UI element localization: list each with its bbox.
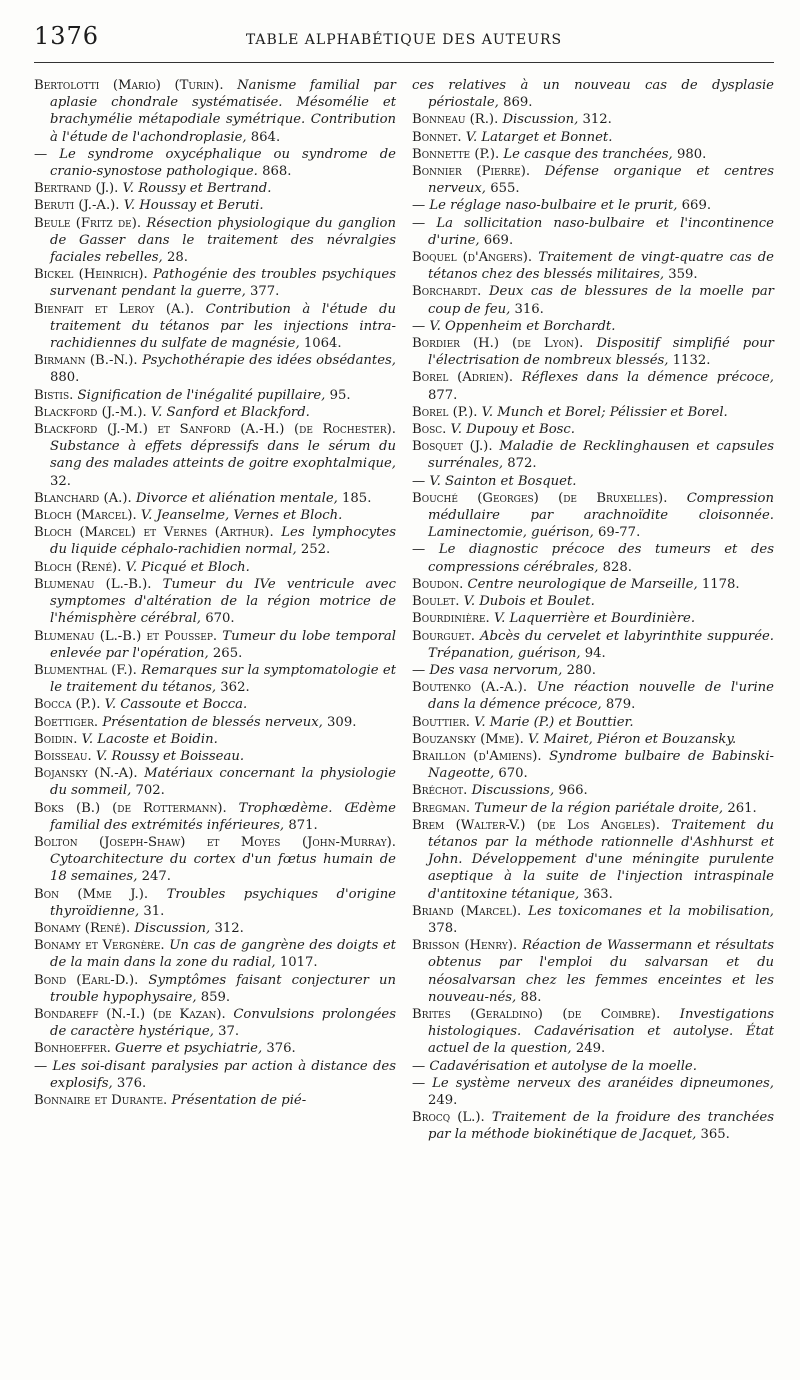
- entry-page-ref: 864.: [250, 129, 281, 145]
- index-entry: [412, 438, 774, 472]
- entry-page-ref: 376.: [266, 1041, 296, 1057]
- entry-author: Bonnette (P.).: [412, 146, 500, 162]
- entry-author: Braillon (d'Amiens).: [412, 748, 542, 764]
- entry-title: Dispositif simplifié pour l'électrisation de nombreux blessés,: [428, 336, 774, 369]
- index-entry: [412, 490, 774, 542]
- entry-title: Le casque des tranchées,: [503, 146, 673, 162]
- entry-title: Les lymphocytes du liquide céphalo-rachidien normal,: [50, 525, 396, 558]
- entry-page-ref: 312.: [214, 920, 244, 936]
- entry-author: Blackford (J.-M.).: [34, 404, 147, 420]
- entry-title: Le réglage naso-bulbaire et le prurit,: [429, 198, 678, 214]
- index-entry: [412, 404, 774, 421]
- entry-page-ref: 261.: [727, 800, 757, 816]
- entry-title: ces relatives à un nouveau cas de dysplasie périostale,: [412, 78, 774, 111]
- entry-title: V. Cassoute et Bocca.: [104, 697, 248, 713]
- entry-title: V. Picqué et Bloch.: [125, 559, 250, 575]
- index-entry: [34, 628, 396, 662]
- entry-page-ref: 362.: [220, 680, 250, 696]
- entry-author: Bouzansky (Mme).: [412, 731, 524, 747]
- entry-title: Substance à effets dépressifs dans le sérum du sang des malades atteints de goitre exophtalmique,: [50, 439, 396, 472]
- index-entry: [412, 215, 774, 249]
- entry-author: Beule (Fritz de).: [34, 215, 142, 231]
- index-entry: [34, 524, 396, 558]
- entry-page-ref: 871.: [288, 817, 318, 833]
- index-entry: [34, 404, 396, 421]
- entry-page-ref: 280.: [566, 662, 596, 678]
- index-entry: [34, 1058, 396, 1092]
- entry-author: Bourguet.: [412, 628, 475, 644]
- entry-title: Tumeur du lobe temporal enlevée par l'opération,: [50, 628, 397, 661]
- index-entry: [412, 318, 774, 335]
- entry-page-ref: 249.: [428, 1092, 458, 1108]
- entry-author: Bertrand (J.).: [34, 181, 119, 197]
- index-entry: [34, 421, 396, 490]
- entry-page-ref: 980.: [676, 146, 707, 162]
- entry-page-ref: 859.: [200, 989, 231, 1005]
- entry-title: Discussion,: [134, 920, 211, 936]
- entry-title: V. Lacoste et Boidin.: [81, 731, 218, 747]
- index-entry: [412, 1075, 774, 1109]
- index-entry: [412, 163, 774, 197]
- entry-title: V. Oppenheim et Borchardt.: [429, 318, 616, 334]
- entry-title: V. Dubois et Boulet.: [463, 594, 595, 610]
- page-header: [34, 22, 774, 63]
- index-entry: [412, 111, 774, 128]
- entry-page-ref: 95.: [329, 387, 351, 403]
- entry-page-ref: 868.: [262, 164, 292, 180]
- entry-page-ref: 1132.: [672, 353, 711, 369]
- entry-author: Bond (Earl-D.).: [34, 972, 139, 988]
- entry-page-ref: 28.: [166, 250, 188, 266]
- entry-page-ref: 37.: [218, 1024, 240, 1040]
- index-entry: [34, 662, 396, 696]
- entry-page-ref: 265.: [212, 645, 243, 661]
- entry-title: Investigations histologiques. Cadavérisation et autolyse. État actuel de la question,: [428, 1006, 774, 1057]
- entry-title: Pathogénie des troubles psychiques survenant pendant la guerre,: [50, 267, 396, 300]
- entry-author: Bonneau (R.).: [412, 112, 499, 128]
- index-entry: [412, 1006, 774, 1058]
- index-entry: [412, 800, 774, 817]
- entry-page-ref: 655.: [490, 181, 520, 197]
- index-entry: [412, 335, 774, 369]
- entry-title: V. Latarget et Bonnet.: [465, 129, 613, 145]
- entry-author: Boutenko (A.-A.).: [412, 680, 528, 696]
- index-entry: [412, 679, 774, 713]
- index-entry: [412, 610, 774, 627]
- entry-author: Brisson (Henry).: [412, 938, 518, 954]
- entry-page-ref: 69-77.: [598, 525, 641, 541]
- index-entry: [34, 180, 396, 197]
- index-entry: [34, 301, 396, 353]
- entry-author: Bon (Mme J.).: [34, 886, 149, 902]
- entry-author: Bonnet.: [412, 129, 462, 145]
- entry-author: —: [412, 662, 430, 678]
- entry-author: —: [412, 318, 430, 334]
- entry-title: Trophœdème. Œdème familial des extrémités inférieures,: [50, 800, 396, 833]
- entry-author: Bonnaire et Durante.: [34, 1092, 168, 1108]
- entry-author: Bertolotti (Mario) (Turin).: [34, 78, 224, 93]
- entry-title: Défense organique et centres nerveux,: [428, 164, 774, 197]
- index-entry: [34, 197, 396, 214]
- index-entry: [412, 146, 774, 163]
- index-entry: [412, 662, 774, 679]
- index-entry: [412, 77, 774, 111]
- entry-author: Boudon.: [412, 576, 464, 592]
- entry-author: Bordier (H.) (de Lyon).: [412, 336, 584, 352]
- entry-title: V. Munch et Borel; Pélissier et Borel.: [481, 404, 728, 420]
- entry-title: La sollicitation naso-bulbaire et l'incontinence d'urine,: [428, 215, 774, 248]
- entry-title: Le diagnostic précoce des tumeurs et des compressions cérébrales,: [428, 542, 774, 575]
- index-entry: [412, 421, 774, 438]
- entry-page-ref: 1178.: [701, 576, 740, 592]
- entry-title: Un cas de gangrène des doigts et de la main dans la zone du radial,: [50, 938, 396, 971]
- entry-page-ref: 877.: [428, 387, 458, 403]
- entry-title: Contribution à l'étude du traitement du tétanos par les injections intra-rachidiennes du sulfate de magnésie,: [50, 301, 396, 352]
- index-entry: [34, 800, 396, 834]
- index-entry: [34, 266, 396, 300]
- entry-author: Borchardt.: [412, 284, 482, 300]
- entry-page-ref: 880.: [50, 370, 80, 386]
- entry-title: Résection physiologique du ganglion de Gasser dans le traitement des névralgies faciales rebelles,: [50, 215, 396, 266]
- entry-author: Boks (B.) (de Rottermann).: [34, 800, 227, 816]
- entry-author: Bregman.: [412, 800, 471, 816]
- entry-page-ref: 247.: [141, 869, 171, 885]
- entry-title: Divorce et aliénation mentale,: [135, 490, 338, 506]
- index-entry: [412, 782, 774, 799]
- entry-title: V. Marie (P.) et Bouttier.: [474, 714, 634, 730]
- index-entry: [412, 714, 774, 731]
- entry-title: Nanisme familial par aplasie chondrale systématisée. Mésomélie et brachymélie métapodiale symétrique. Contribution à l'étude de l'achondroplasie,: [50, 78, 396, 145]
- entry-author: Brem (Walter-V.) (de Los Angeles).: [412, 817, 660, 833]
- index-entry: [412, 903, 774, 937]
- entry-title: Compression médullaire par arachnoïdite cloisonnée. Laminectomie, guérison,: [428, 490, 774, 541]
- entry-title: V. Dupouy et Bosc.: [450, 422, 575, 438]
- entry-page-ref: 252.: [300, 542, 331, 558]
- entry-author: Boettiger.: [34, 714, 99, 730]
- entry-page-ref: 316.: [514, 301, 544, 317]
- entry-title: V. Jeanselme, Vernes et Bloch.: [140, 508, 343, 524]
- entry-title: V. Mairet, Piéron et Bouzansky.: [528, 731, 737, 747]
- entry-author: Bistis.: [34, 387, 74, 403]
- entry-page-ref: 828.: [602, 559, 632, 575]
- index-entry: [412, 283, 774, 317]
- entry-author: Bloch (Marcel).: [34, 508, 137, 524]
- entry-title: Le système nerveux des aranéides dipneumones,: [432, 1075, 774, 1091]
- index-entry: [412, 731, 774, 748]
- entry-author: —: [34, 146, 60, 162]
- entry-title: V. Roussy et Boisseau.: [95, 748, 245, 764]
- entry-author: Bréchot.: [412, 783, 468, 799]
- entry-page-ref: 1017.: [279, 955, 318, 971]
- entry-page-ref: 365.: [700, 1127, 730, 1143]
- index-entry: [34, 507, 396, 524]
- entry-title: Réaction de Wassermann et résultats obtenus par l'emploi du salvarsan et du néosalvarsan chez les femmes enceintes et les nouveau-nés,: [428, 938, 774, 1005]
- entry-author: Blumenau (L.-B.) et Poussep.: [34, 628, 218, 644]
- entry-title: Présentation de pié-: [171, 1092, 307, 1108]
- index-entry: [34, 834, 396, 886]
- entry-page-ref: 88.: [520, 989, 542, 1005]
- entry-page-ref: 312.: [582, 112, 612, 128]
- entry-author: Blumenau (L.-B.).: [34, 576, 152, 592]
- entry-author: —: [412, 215, 437, 231]
- entry-title: Traitement de la froidure des tranchées par la méthode biokinétique de Jacquet,: [428, 1110, 774, 1143]
- entry-author: Bienfait et Leroy (A.).: [34, 301, 195, 317]
- index-columns: [34, 77, 774, 1144]
- index-entry: [34, 77, 396, 146]
- index-entry: [34, 765, 396, 799]
- index-entry: [34, 731, 396, 748]
- index-entry: [34, 748, 396, 765]
- entry-page-ref: 872.: [507, 456, 537, 472]
- index-entry: [34, 886, 396, 920]
- entry-author: —: [412, 1058, 430, 1074]
- entry-page-ref: 363.: [583, 886, 613, 902]
- index-entry: [412, 129, 774, 146]
- entry-author: —: [412, 473, 430, 489]
- right-column: [412, 77, 774, 1144]
- entry-title: Deux cas de blessures de la moelle par coup de feu,: [428, 284, 774, 317]
- index-entry: [34, 215, 396, 267]
- index-entry: [34, 490, 396, 507]
- entry-author: Bonnier (Pierre).: [412, 164, 531, 180]
- entry-title: V. Laquerrière et Bourdinière.: [493, 611, 696, 627]
- entry-page-ref: 249.: [575, 1041, 606, 1057]
- entry-author: Boidin.: [34, 731, 78, 747]
- entry-author: —: [412, 1075, 433, 1091]
- entry-author: Borel (Adrien).: [412, 370, 514, 386]
- entry-author: Briand (Marcel).: [412, 903, 522, 919]
- index-entry: [34, 1092, 396, 1109]
- entry-title: Maladie de Recklinghausen et capsules surrénales,: [428, 439, 774, 472]
- entry-page-ref: 966.: [558, 783, 588, 799]
- index-entry: [412, 576, 774, 593]
- entry-author: —: [34, 1058, 53, 1074]
- entry-author: Blackford (J.-M.) et Sanford (A.-H.) (de Rochester).: [34, 422, 396, 438]
- entry-author: Bondareff (N.-I.) (de Kazan).: [34, 1006, 226, 1022]
- index-entry: [34, 387, 396, 404]
- entry-title: Les toxicomanes et la mobilisation,: [528, 903, 775, 919]
- index-entry: [34, 972, 396, 1006]
- entry-page-ref: 1064.: [303, 336, 342, 352]
- entry-author: Bloch (Marcel) et Vernes (Arthur).: [34, 525, 274, 541]
- entry-page-ref: 376.: [116, 1075, 147, 1091]
- entry-title: Tumeur de la région pariétale droite,: [474, 800, 724, 816]
- index-entry: [412, 1058, 774, 1075]
- index-entry: [34, 352, 396, 386]
- entry-page-ref: 702.: [135, 783, 165, 799]
- entry-page-ref: 94.: [584, 645, 606, 661]
- entry-author: —: [412, 198, 430, 214]
- entry-page-ref: 670.: [498, 766, 528, 782]
- entry-title: Discussions,: [471, 783, 555, 799]
- entry-author: Bojansky (N.-A).: [34, 766, 138, 782]
- index-entry: [412, 473, 774, 490]
- entry-title: Psychothérapie des idées obsédantes,: [142, 353, 396, 369]
- entry-page-ref: 309.: [327, 714, 357, 730]
- entry-title: Une réaction nouvelle de l'urine dans la démence précoce,: [428, 680, 774, 713]
- entry-title: V. Roussy et Bertrand.: [122, 181, 272, 197]
- entry-title: Guerre et psychiatrie,: [114, 1041, 263, 1057]
- index-entry: [34, 937, 396, 971]
- entry-title: Signification de l'inégalité pupillaire,: [77, 387, 326, 403]
- index-entry: [412, 628, 774, 662]
- index-entry: [34, 146, 396, 180]
- entry-title: Les soi-disant paralysies par action à distance des explosifs,: [50, 1058, 396, 1091]
- entry-page-ref: 377.: [250, 284, 280, 300]
- index-entry: [412, 197, 774, 214]
- entry-author: Bosquet (J.).: [412, 439, 493, 455]
- entry-author: Boisseau.: [34, 748, 92, 764]
- entry-author: Bonamy (René).: [34, 920, 131, 936]
- entry-page-ref: 869.: [503, 95, 533, 111]
- index-entry: [34, 576, 396, 628]
- entry-author: Bouché (Georges) (de Bruxelles).: [412, 490, 668, 506]
- index-entry: [34, 1006, 396, 1040]
- page-number: 1376: [34, 22, 100, 50]
- index-entry: [412, 1109, 774, 1143]
- entry-page-ref: 670.: [205, 611, 235, 627]
- entry-author: Boquel (d'Angers).: [412, 250, 533, 266]
- entry-author: Blumenthal (F.).: [34, 662, 137, 678]
- entry-author: Bosc.: [412, 422, 447, 438]
- index-entry: [412, 817, 774, 903]
- entry-title: Symptômes faisant conjecturer un trouble hypophysaire,: [50, 972, 396, 1005]
- entry-author: Blanchard (A.).: [34, 490, 132, 506]
- entry-title: Centre neurologique de Marseille,: [467, 576, 698, 592]
- entry-author: Bickel (Heinrich).: [34, 267, 148, 283]
- entry-author: Beruti (J.-A.).: [34, 198, 120, 214]
- entry-title: Traitement du tétanos par la méthode rationnelle d'Ashhurst et John. Développement d'une méningite purulente aseptique à la suite de l'injection intraspinale d'antitoxine tétanique,: [428, 817, 774, 902]
- entry-title: Matériaux concernant la physiologie du sommeil,: [50, 766, 396, 799]
- entry-page-ref: 378.: [428, 920, 458, 936]
- index-entry: [34, 559, 396, 576]
- index-entry: [34, 920, 396, 937]
- entry-title: Syndrome bulbaire de Babinski-Nageotte,: [428, 748, 774, 782]
- entry-author: Bolton (Joseph-Shaw) et Moyes (John-Murray).: [34, 834, 396, 850]
- entry-title: Le syndrome oxycéphalique ou syndrome de cranio-synostose pathologique.: [50, 146, 396, 180]
- left-column: [34, 77, 396, 1144]
- entry-author: Bonamy et Vergnère.: [34, 938, 165, 954]
- entry-title: Troubles psychiques d'origine thyroïdienne,: [50, 886, 396, 919]
- entry-page-ref: 669.: [681, 198, 712, 214]
- entry-page-ref: 185.: [342, 490, 372, 506]
- index-entry: [34, 714, 396, 731]
- entry-author: Birmann (B.-N.).: [34, 353, 138, 369]
- entry-page-ref: 359.: [668, 267, 698, 283]
- entry-title: Tumeur du IVe ventricule avec symptomes d'altération de la région motrice de l'hémisphère cérébral,: [50, 576, 397, 627]
- running-title: TABLE ALPHABÉTIQUE DES AUTEURS: [245, 32, 563, 48]
- entry-page-ref: 879.: [605, 697, 636, 713]
- entry-author: Borel (P.).: [412, 404, 478, 420]
- entry-title: Réflexes dans la démence précoce,: [521, 370, 774, 386]
- index-entry: [412, 369, 774, 403]
- index-entry: [412, 249, 774, 283]
- entry-author: Bonhoeffer.: [34, 1041, 111, 1057]
- index-entry: [412, 541, 774, 575]
- entry-author: Boulet.: [412, 594, 460, 610]
- entry-page-ref: 31.: [143, 903, 165, 919]
- entry-author: Bloch (René).: [34, 559, 122, 575]
- entry-author: Brites (Geraldino) (de Coimbre).: [412, 1006, 661, 1022]
- index-entry: [34, 696, 396, 713]
- entry-title: Traitement de vingt-quatre cas de tétanos chez des blessés militaires,: [428, 250, 774, 283]
- entry-page-ref: 32.: [50, 473, 71, 489]
- entry-author: Bocca (P.).: [34, 697, 101, 713]
- entry-author: Bourdinière.: [412, 611, 490, 627]
- entry-title: Présentation de blessés nerveux,: [102, 714, 323, 730]
- entry-title: Des vasa nervorum,: [429, 662, 563, 678]
- entry-title: Cadavérisation et autolyse de la moelle.: [429, 1058, 697, 1074]
- index-entry: [412, 937, 774, 1006]
- entry-title: Abcès du cervelet et labyrinthite suppurée. Trépanation, guérison,: [428, 628, 774, 661]
- index-entry: [412, 593, 774, 610]
- entry-title: Discussion,: [502, 112, 579, 128]
- entry-title: Convulsions prolongées de caractère hystérique,: [50, 1006, 396, 1040]
- entry-title: Cytoarchitecture du cortex d'un fœtus humain de 18 semaines,: [50, 852, 396, 885]
- entry-author: Bouttier.: [412, 714, 470, 730]
- entry-title: V. Sainton et Bosquet.: [429, 473, 577, 489]
- entry-page-ref: 669.: [483, 232, 514, 248]
- entry-title: V. Sanford et Blackford.: [150, 404, 310, 420]
- entry-title: V. Houssay et Beruti.: [123, 198, 264, 214]
- entry-title: Remarques sur la symptomatologie et le traitement du tétanos,: [50, 662, 397, 696]
- index-entry: [412, 748, 774, 782]
- entry-author: Brocq (L.).: [412, 1110, 485, 1126]
- index-entry: [34, 1040, 396, 1057]
- entry-author: —: [412, 542, 439, 558]
